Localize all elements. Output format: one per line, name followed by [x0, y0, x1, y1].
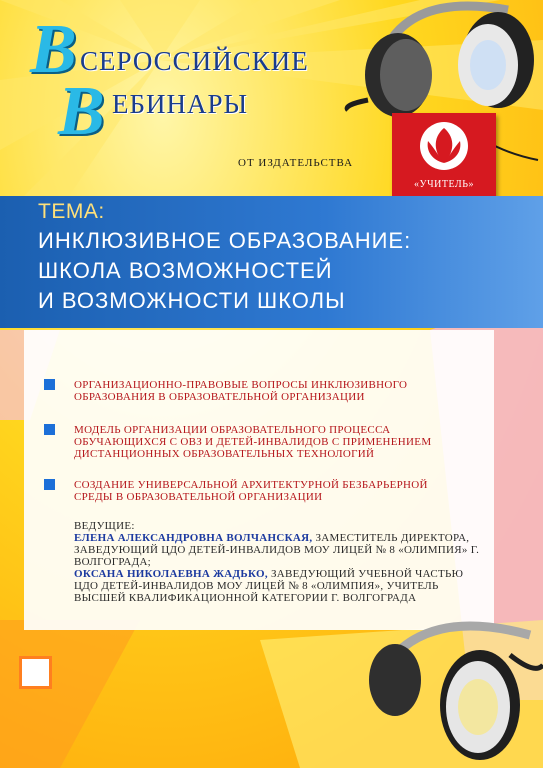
topic-line-1: ИНКЛЮЗИВНОЕ ОБРАЗОВАНИЕ:: [38, 228, 412, 253]
publisher-label: ОТ ИЗДАТЕЛЬСТВА: [238, 157, 354, 169]
hosts-label: ВЕДУЩИЕ:: [74, 520, 135, 532]
title-rest-1: СЕРОССИЙСКИЕ: [80, 46, 309, 76]
host-2-name: ОКСАНА НИКОЛАЕВНА ЖАДЬКО,: [74, 568, 268, 580]
bullet-square-icon: [44, 424, 55, 435]
hosts-block: [74, 520, 484, 604]
host-1-name: ЕЛЕНА АЛЕКСАНДРОВНА ВОЛЧАНСКАЯ,: [74, 532, 313, 544]
agenda-item-3: СОЗДАНИЕ УНИВЕРСАЛЬНОЙ АРХИТЕКТУРНОЙ БЕЗБАРЬЕРНОЙ СРЕДЫ В ОБРАЗОВАТЕЛЬНОЙ ОРГАНИЗАЦИИ: [74, 479, 428, 503]
topic-line-3: И ВОЗМОЖНОСТИ ШКОЛЫ: [38, 288, 346, 313]
agenda-item-1: ОРГАНИЗАЦИОННО-ПРАВОВЫЕ ВОПРОСЫ ИНКЛЮЗИВНОГО ОБРАЗОВАНИЯ В ОБРАЗОВАТЕЛЬНОЙ ОРГАНИЗАЦИИ: [74, 379, 408, 403]
decorative-square: [19, 656, 52, 689]
host-1: [74, 532, 484, 568]
bullet-square-icon: [44, 379, 55, 390]
bullet-square-icon: [44, 479, 55, 490]
publisher-logo[interactable]: [392, 113, 496, 208]
topic-line-2: ШКОЛА ВОЗМОЖНОСТЕЙ: [38, 258, 333, 283]
headset-icon: [360, 615, 543, 768]
title-initial-1: В: [30, 11, 77, 88]
title-rest-2: ЕБИНАРЫ: [112, 89, 249, 119]
host-2-desc: ЗАВЕДУЮЩИЙ УЧЕБНОЙ ЧАСТЬЮ ЦДО ДЕТЕЙ-ИНВАЛИДОВ МОУ ЛИЦЕЙ № 8 «ОЛИМПИЯ», УЧИТЕЛЬ ВЫСШЕЙ КВАЛИФИКАЦИОННОЙ КАТЕГОРИИ Г. ВОЛГОГРАДА: [74, 568, 464, 604]
host-2: [74, 568, 484, 604]
agenda-item-2: МОДЕЛЬ ОРГАНИЗАЦИИ ОБРАЗОВАТЕЛЬНОГО ПРОЦЕССА ОБУЧАЮЩИХСЯ С ОВЗ И ДЕТЕЙ-ИНВАЛИДОВ С ПРИМЕНЕНИЕМ ДИСТАНЦИОННЫХ ОБРАЗОВАТЕЛЬНЫХ ТЕХНОЛОГИЙ: [74, 424, 432, 460]
publisher-logo-text: «УЧИТЕЛЬ»: [414, 179, 474, 190]
title-initial-2: В: [58, 73, 105, 150]
publisher-logo-icon: [392, 113, 496, 179]
host-1-desc: ЗАМЕСТИТЕЛЬ ДИРЕКТОРА, ЗАВЕДУЮЩИЙ ЦДО ДЕТЕЙ-ИНВАЛИДОВ МОУ ЛИЦЕЙ № 8 «ОЛИМПИЯ» Г. ВОЛГОГРАДА;: [74, 532, 480, 568]
topic-label: ТЕМА:: [38, 200, 105, 223]
